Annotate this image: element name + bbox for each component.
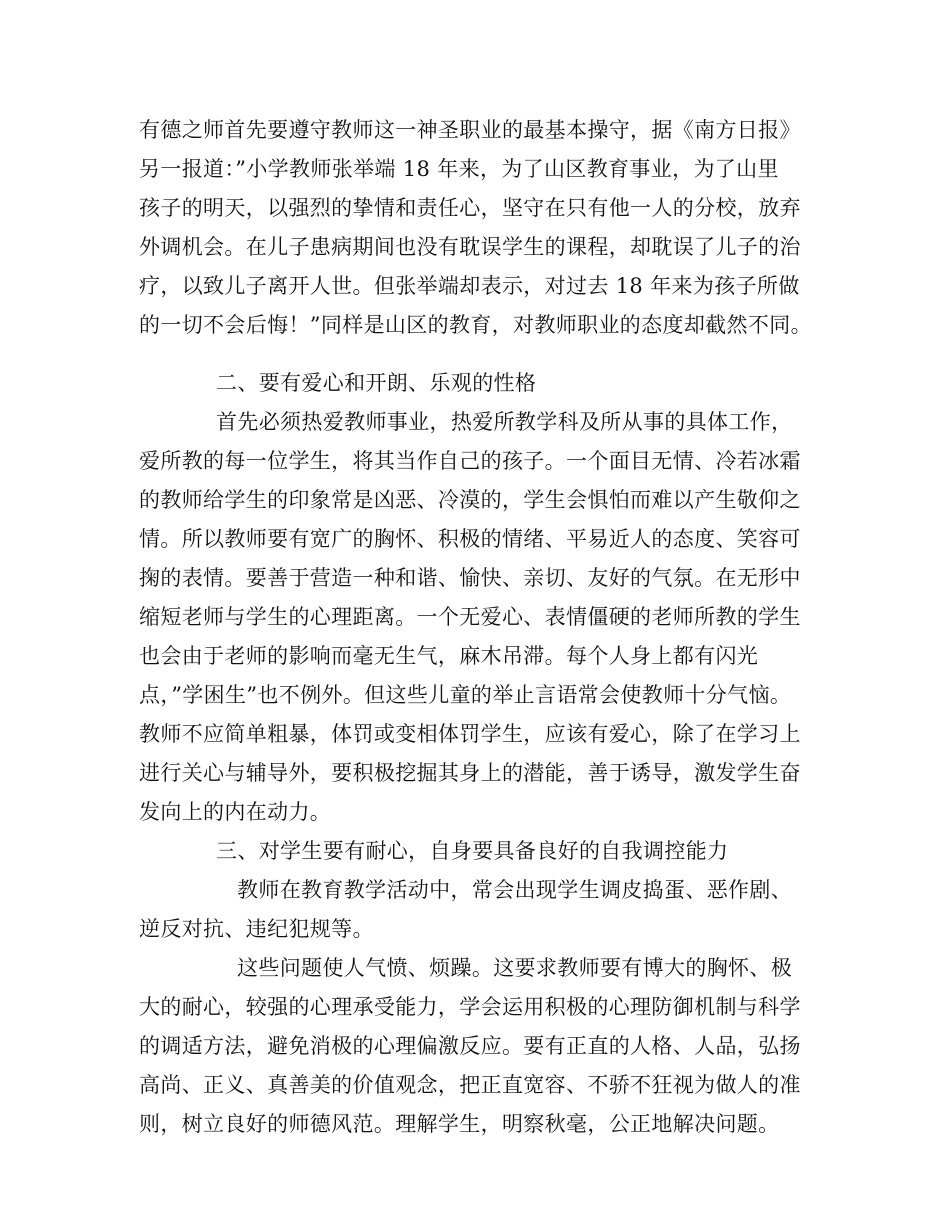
paragraph-line: 疗，以致儿子离开人世。但张举端却表示，对过去 18 年来为孩子所做 [139,274,800,298]
paragraph-line: 情。所以教师要有宽广的胸怀、积极的情绪、平易近人的态度、笑容可 [139,527,801,551]
paragraph-line: 这些问题使人气愤、烦躁。这要求教师要有博大的胸怀、极 [237,956,793,980]
paragraph-line: 教师不应简单粗暴，体罚或变相体罚学生，应该有爱心，除了在学习上 [139,722,801,746]
paragraph-line: 掬的表情。要善于营造一种和谐、愉快、亲切、友好的气氛。在无形中 [139,566,801,590]
paragraph-line: 教师在教育教学活动中，常会出现学生调皮捣蛋、恶作剧、 [237,878,793,902]
section-heading: 三、对学生要有耐心，自身要具备良好的自我调控能力 [216,839,729,863]
paragraph-line: 缩短老师与学生的心理距离。一个无爱心、表情僵硬的老师所教的学生 [139,605,801,629]
paragraph-line: 孩子的明天，以强烈的挚情和责任心，坚守在只有他一人的分校，放弃 [139,196,801,220]
paragraph-line: 点，”学困生”也不例外。但这些儿童的举止言语常会使教师十分气恼。 [139,683,792,707]
paragraph-line: 首先必须热爱教师事业，热爱所教学科及所从事的具体工作， [216,410,793,434]
paragraph-line: 进行关心与辅导外，要积极挖掘其身上的潜能，善于诱导，激发学生奋 [139,761,801,785]
paragraph-line: 发向上的内在动力。 [139,800,332,824]
paragraph-line: 爱所教的每一位学生，将其当作自己的孩子。一个面目无情、冷若冰霜 [139,449,801,473]
paragraph-line: 逆反对抗、违纪犯规等。 [139,917,374,941]
paragraph-line: 的一切不会后悔！”同样是山区的教育，对教师职业的态度却截然不同。 [139,313,812,337]
paragraph-line: 外调机会。在儿子患病期间也没有耽误学生的课程，却耽误了儿子的治 [139,235,801,259]
paragraph-line: 则，树立良好的师德风范。理解学生，明察秋毫，公正地解决问题。 [139,1112,780,1136]
paragraph-line: 的教师给学生的印象常是凶恶、冷漠的，学生会惧怕而难以产生敬仰之 [139,488,801,512]
paragraph-line: 有德之师首先要遵守教师这一神圣职业的最基本操守，据《南方日报》 [139,118,801,142]
paragraph-line: 高尚、正义、真善美的价值观念，把正直宽容、不骄不狂视为做人的准 [139,1073,801,1097]
section-heading: 二、要有爱心和开朗、乐观的性格 [216,371,537,395]
paragraph-line: 另一报道：”小学教师张举端 18 年来，为了山区教育事业，为了山里 [139,157,779,181]
paragraph-line: 的调适方法，避免消极的心理偏激反应。要有正直的人格、人品，弘扬 [139,1034,801,1058]
paragraph-line: 也会由于老师的影响而毫无生气，麻木吊滞。每个人身上都有闪光 [139,644,759,668]
paragraph-line: 大的耐心，较强的心理承受能力，学会运用积极的心理防御机制与科学 [139,995,801,1019]
